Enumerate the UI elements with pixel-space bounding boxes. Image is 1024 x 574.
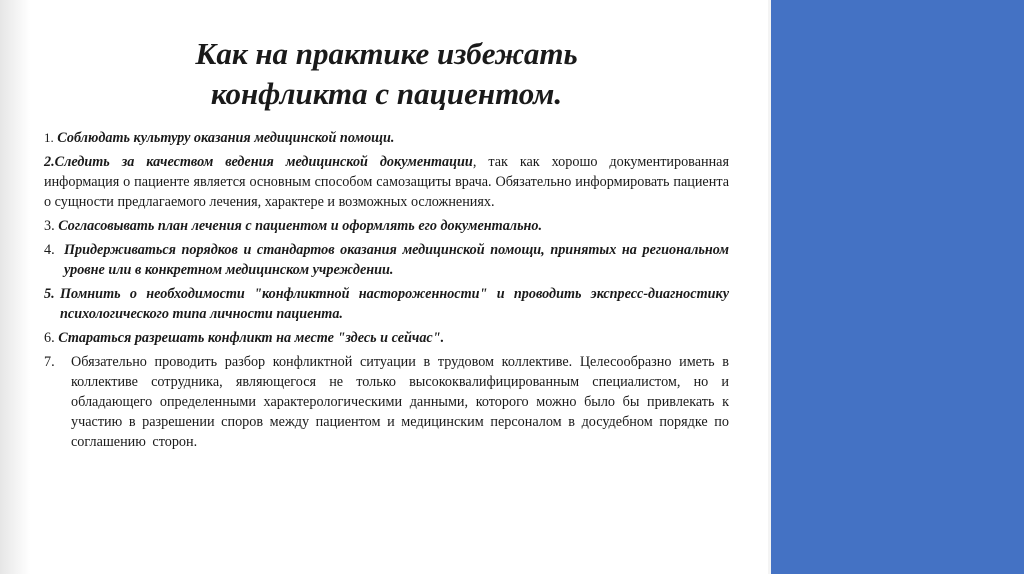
item-emphasis: Следить за качеством ведения медицинской документации (54, 154, 473, 170)
item-emphasis: Стараться разрешать конфликт на месте "здесь и сейчас". (58, 330, 445, 346)
list-item-2 (44, 152, 729, 212)
item-emphasis: Помнить о необходимости "конфликтной настороженности" и проводить экспресс-диагностику психологического типа личности пациента. (60, 286, 729, 322)
item-text: Обязательно проводить разбор конфликтной ситуации в трудовом коллективе. Целесообразно иметь в коллективе сотрудника, являющегося не только высококвалифицированным специалистом, но и обладающего определенными характерологическими данными, которого можно было бы привлекать к участию в разрешении споров между пациентом и медицинским персоналом в досудебном порядке по соглашению сторон. (71, 354, 729, 450)
item-text: , так как хорошо документированная информация о пациенте является основным способом самозащиты врача. Обязательно информировать пациента о сущности предлагаемого лечения, характере и возможных осложнениях. (44, 154, 729, 210)
item-number: 2. (44, 154, 55, 170)
title-line-1: Как на практике избежать (195, 36, 578, 71)
item-number: 4. (44, 242, 55, 258)
item-number: 5. (44, 286, 55, 302)
slide-content (44, 20, 729, 456)
item-number: 3. (44, 218, 55, 234)
list-item-6 (44, 328, 729, 348)
list-item-7 (44, 352, 729, 452)
list-item-4 (44, 240, 729, 280)
item-number: 7. (44, 354, 55, 370)
decorative-blue-panel (768, 0, 1024, 574)
item-number: 1. (44, 130, 54, 145)
item-emphasis: Соблюдать культуру оказания медицинской помощи. (57, 130, 395, 146)
list-item-3 (44, 216, 729, 236)
list-item-5 (44, 284, 729, 324)
title-line-2: конфликта с пациентом. (210, 76, 563, 111)
item-emphasis: Согласовывать план лечения с пациентом и оформлять его документально. (58, 218, 543, 234)
panel-divider (768, 0, 771, 574)
slide-title (44, 34, 729, 114)
list-item-1 (44, 128, 729, 148)
slide-left-shadow (0, 0, 30, 574)
item-number: 6. (44, 330, 55, 346)
item-emphasis: Придерживаться порядков и стандартов оказания медицинской помощи, принятых на региональном уровне или в конкретном медицинском учреждении. (64, 242, 729, 278)
